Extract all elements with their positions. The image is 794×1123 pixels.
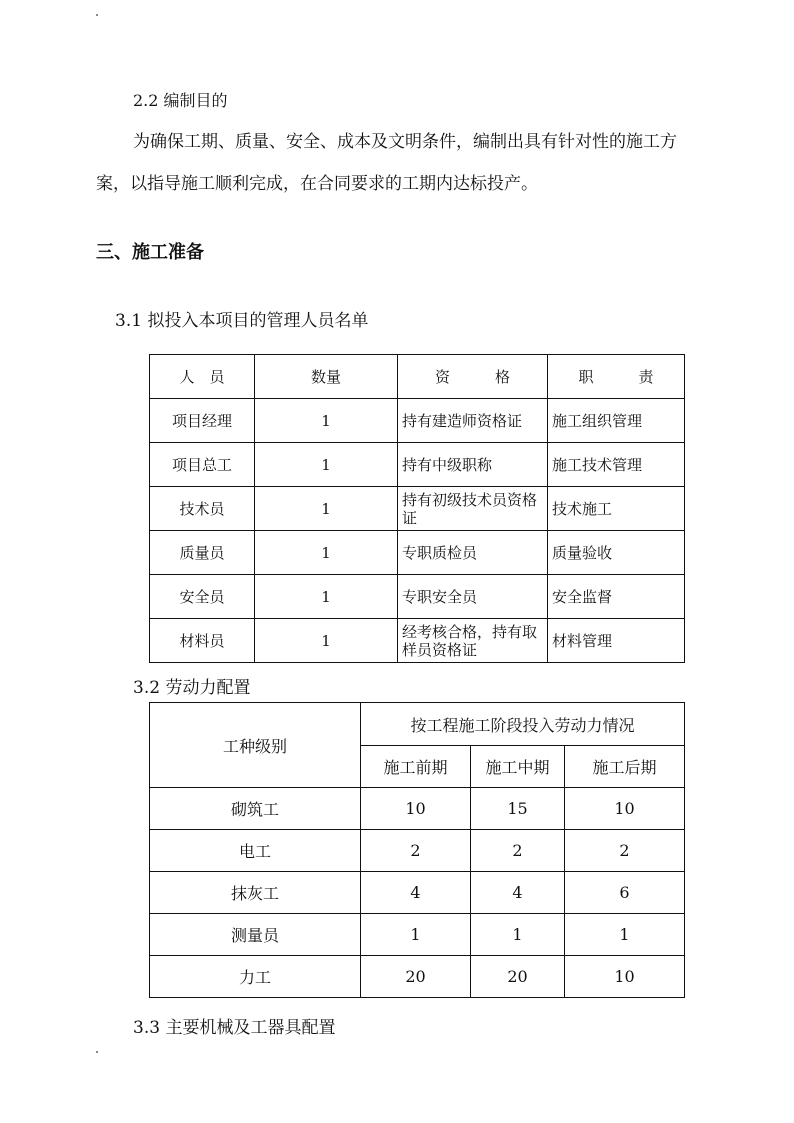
cell-duty: 材料管理 [548,619,685,663]
corner-mark-bottom [96,1051,98,1053]
section-3-2-heading: 3.2 劳动力配置 [133,678,251,698]
cell-late: 1 [565,914,685,956]
header-duty: 职 责 [548,355,685,399]
header-personnel: 人 员 [150,355,255,399]
table-row [150,487,685,531]
table-row [150,956,685,998]
section-2-2-paragraph-line2: 案，以指导施工顺利完成，在合同要求的工期内达标投产。 [96,174,538,194]
header-phase-late: 施工后期 [565,746,685,788]
cell-quantity: 1 [255,487,398,531]
header-labor-by-phase: 按工程施工阶段投入劳动力情况 [361,703,685,746]
table-row [150,575,685,619]
cell-quantity: 1 [255,399,398,443]
header-quantity: 数量 [255,355,398,399]
table-row [150,443,685,487]
header-qualification: 资 格 [398,355,548,399]
cell-late: 2 [565,830,685,872]
cell-early: 1 [361,914,471,956]
cell-late: 10 [565,956,685,998]
table-row [150,619,685,663]
cell-personnel: 安全员 [150,575,255,619]
cell-personnel: 技术员 [150,487,255,531]
cell-middle: 2 [471,830,565,872]
cell-quantity: 1 [255,531,398,575]
cell-early: 10 [361,788,471,830]
cell-qualification: 经考核合格，持有取样员资格证 [398,619,548,663]
labor-allocation-table [149,702,685,998]
cell-qualification: 持有初级技术员资格证 [398,487,548,531]
table-row [150,914,685,956]
cell-qualification: 专职安全员 [398,575,548,619]
cell-early: 2 [361,830,471,872]
cell-duty: 安全监督 [548,575,685,619]
table-row [150,830,685,872]
cell-duty: 技术施工 [548,487,685,531]
cell-quantity: 1 [255,619,398,663]
cell-middle: 4 [471,872,565,914]
header-trade-level: 工种级别 [150,703,361,788]
section-3-heading: 三、施工准备 [96,242,204,263]
cell-trade: 力工 [150,956,361,998]
section-3-3-heading: 3.3 主要机械及工器具配置 [133,1018,336,1038]
table-row [150,788,685,830]
cell-qualification: 持有中级职称 [398,443,548,487]
section-2-2-paragraph-line1: 为确保工期、质量、安全、成本及文明条件，编制出具有针对性的施工方 [133,132,677,152]
cell-trade: 测量员 [150,914,361,956]
management-staff-table [149,354,685,663]
cell-middle: 1 [471,914,565,956]
cell-duty: 施工技术管理 [548,443,685,487]
cell-middle: 15 [471,788,565,830]
cell-middle: 20 [471,956,565,998]
cell-late: 10 [565,788,685,830]
cell-personnel: 材料员 [150,619,255,663]
cell-trade: 砌筑工 [150,788,361,830]
cell-quantity: 1 [255,443,398,487]
cell-personnel: 项目总工 [150,443,255,487]
cell-duty: 施工组织管理 [548,399,685,443]
cell-qualification: 持有建造师资格证 [398,399,548,443]
cell-quantity: 1 [255,575,398,619]
cell-early: 20 [361,956,471,998]
table-row [150,872,685,914]
header-phase-middle: 施工中期 [471,746,565,788]
cell-early: 4 [361,872,471,914]
cell-duty: 质量验收 [548,531,685,575]
cell-personnel: 质量员 [150,531,255,575]
table-row [150,399,685,443]
cell-trade: 抹灰工 [150,872,361,914]
cell-late: 6 [565,872,685,914]
cell-qualification: 专职质检员 [398,531,548,575]
table-row [150,531,685,575]
cell-trade: 电工 [150,830,361,872]
table-header-row [150,355,685,399]
table-header-row [150,703,685,746]
section-3-1-heading: 3.1 拟投入本项目的管理人员名单 [115,311,369,331]
corner-mark-top [96,14,98,16]
cell-personnel: 项目经理 [150,399,255,443]
header-phase-early: 施工前期 [361,746,471,788]
section-2-2-heading: 2.2 编制目的 [133,91,228,110]
